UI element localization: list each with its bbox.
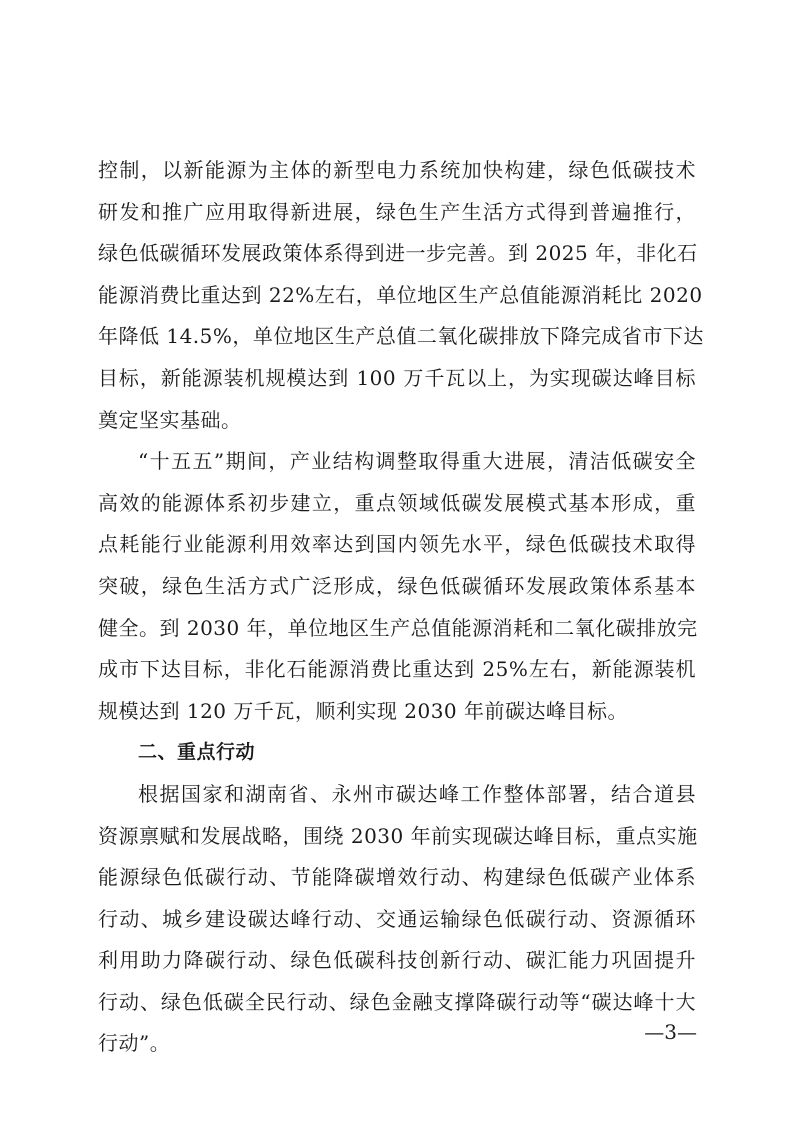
text-line: 利用助力降碳行动、绿色低碳科技创新行动、碳汇能力巩固提升 — [98, 948, 696, 973]
paragraph-key-actions — [98, 774, 696, 1065]
text-line: 研发和推广应用取得新进展，绿色生产生活方式得到普遍推行， — [98, 199, 696, 224]
text-line: 行动”。 — [98, 1031, 171, 1056]
page-number: —3— — [644, 1020, 697, 1044]
text-line: 健全。到 2030 年，单位地区生产总值能源消耗和二氧化碳排放完 — [98, 615, 698, 640]
text-line: 根据国家和湖南省、永州市碳达峰工作整体部署，结合道县 — [138, 781, 696, 806]
text-line: 成市下达目标，非化石能源消费比重达到 25%左右，新能源装机 — [98, 657, 696, 682]
section-heading: 二、重点行动 — [138, 741, 256, 764]
body-text — [98, 150, 704, 1065]
text-line: 能源绿色低碳行动、节能降碳增效行动、构建绿色低碳产业体系 — [98, 865, 696, 890]
text-line: 能源消费比重达到 22%左右，单位地区生产总值能源消耗比 2020 — [98, 282, 703, 307]
paragraph-goals-2025 — [98, 150, 704, 441]
text-line: 控制，以新能源为主体的新型电力系统加快构建，绿色低碳技术 — [98, 158, 696, 182]
text-line: 行动、城乡建设碳达峰行动、交通运输绿色低碳行动、资源循环 — [98, 906, 696, 931]
text-line: 行动、绿色低碳全民行动、绿色金融支撑降碳行动等“碳达峰十大 — [98, 989, 696, 1014]
text-line: “十五五”期间，产业结构调整取得重大进展，清洁低碳安全 — [138, 449, 696, 474]
text-line: 资源禀赋和发展战略，围绕 2030 年前实现碳达峰目标，重点实施 — [98, 823, 698, 848]
text-line: 点耗能行业能源利用效率达到国内领先水平，绿色低碳技术取得 — [98, 532, 696, 557]
text-line: 突破，绿色生活方式广泛形成，绿色低碳循环发展政策体系基本 — [98, 573, 696, 598]
paragraph-goals-2030 — [98, 441, 696, 732]
text-line: 奠定坚实基础。 — [98, 407, 242, 432]
text-line: 规模达到 120 万千瓦，顺利实现 2030 年前碳达峰目标。 — [98, 698, 629, 723]
text-line: 高效的能源体系初步建立，重点领域低碳发展模式基本形成，重 — [98, 490, 696, 515]
text-line: 目标，新能源装机规模达到 100 万千瓦以上，为实现碳达峰目标 — [98, 365, 696, 390]
text-line: 绿色低碳循环发展政策体系得到进一步完善。到 2025 年，非化石 — [98, 241, 698, 266]
text-line: 年降低 14.5%，单位地区生产总值二氧化碳排放下降完成省市下达 — [98, 324, 704, 349]
